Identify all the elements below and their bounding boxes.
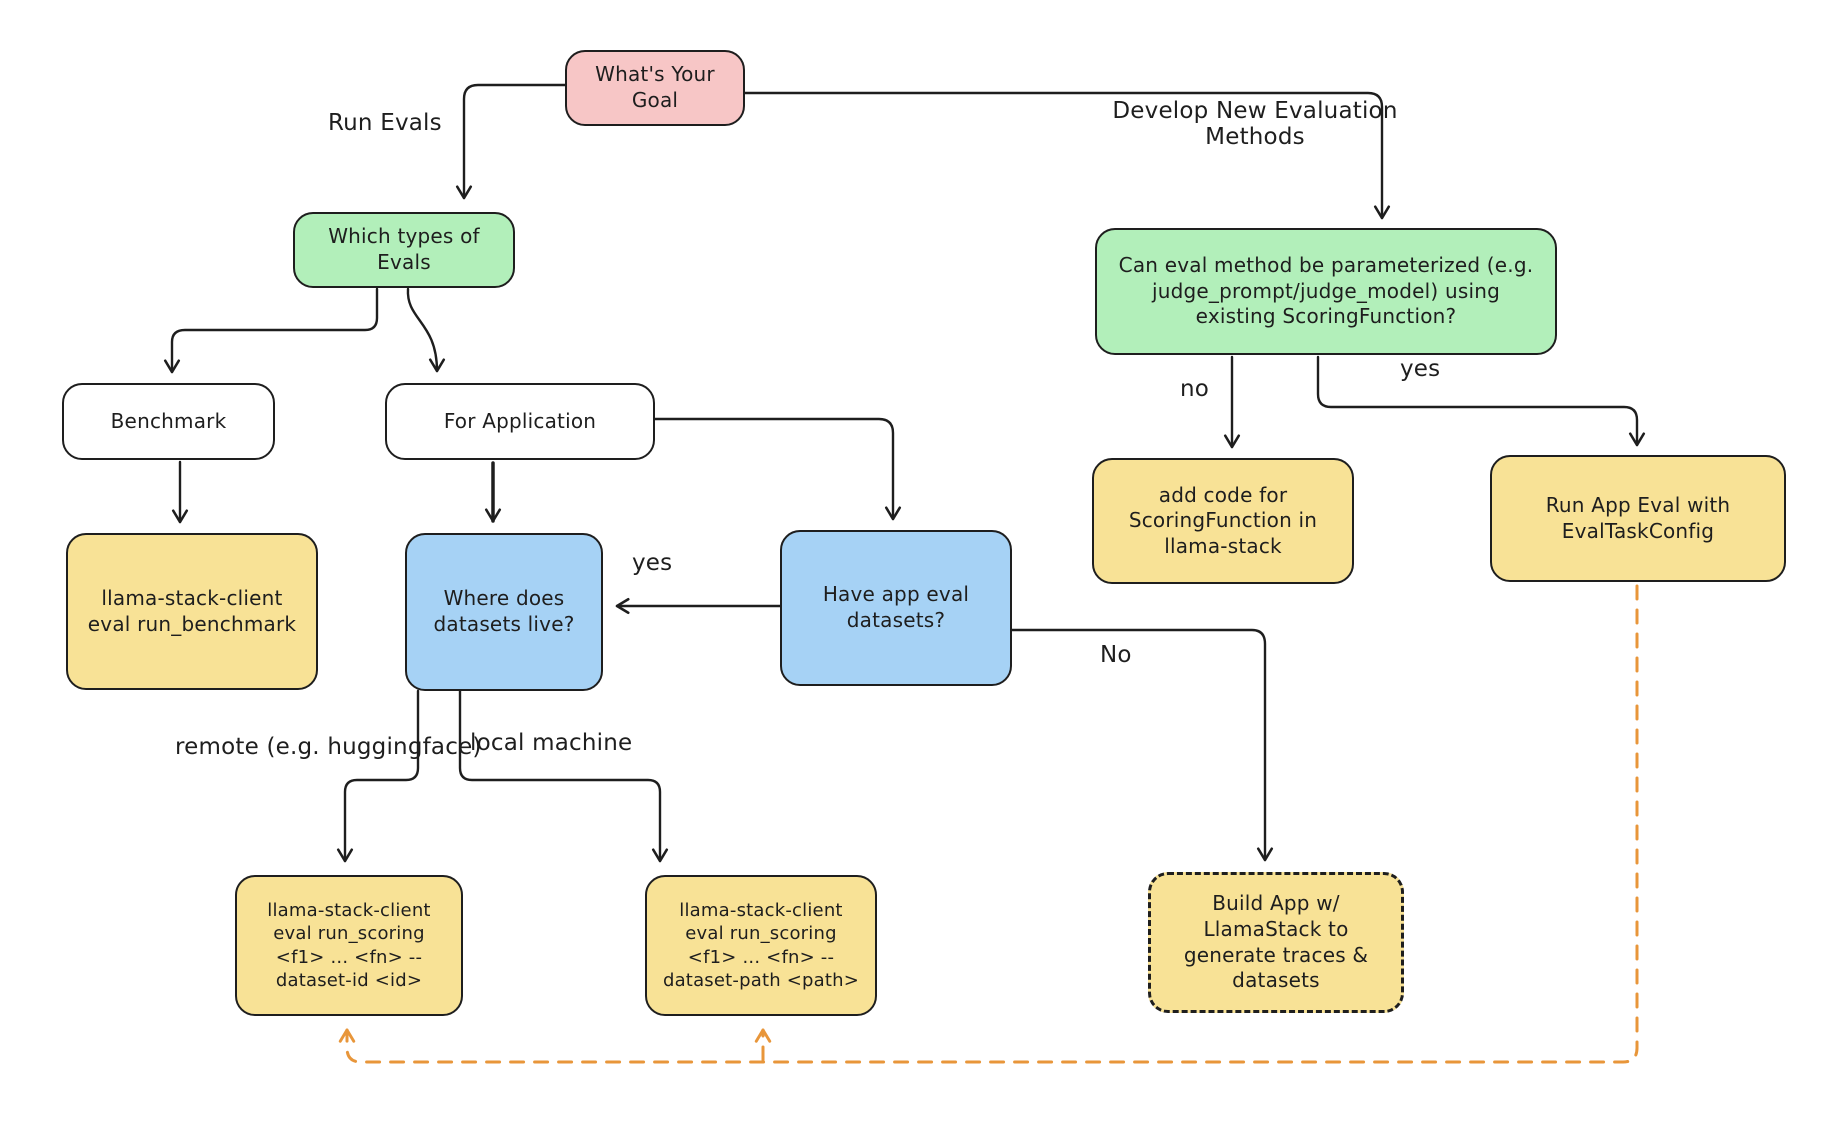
node-can-eval-method-be-parameterized: Can eval method be parameterized (e.g. judge_prompt/judge_model) using existing ScoringFunction? (1095, 228, 1557, 355)
node-where-does-datasets-live: Where does datasets live? (405, 533, 603, 691)
node-benchmark: Benchmark (62, 383, 275, 460)
edge-have-datasets-no-to-build-app (1012, 630, 1265, 860)
edge-label-develop-new-evaluation-methods: Develop New Evaluation Methods (1112, 98, 1398, 150)
edge-label-yes-right: yes (1400, 356, 1441, 382)
node-have-app-eval-datasets: Have app eval datasets? (780, 530, 1012, 686)
node-whats-your-goal: What's Your Goal (565, 50, 745, 126)
node-run-app-eval-with-evaltaskconfig: Run App Eval with EvalTaskConfig (1490, 455, 1786, 582)
edge-where-datasets-remote-to-scoring-id (345, 691, 418, 861)
node-add-code-for-scoringfunction: add code for ScoringFunction in llama-stack (1092, 458, 1354, 584)
node-which-types-of-evals: Which types of Evals (293, 212, 515, 288)
edge-label-run-evals: Run Evals (328, 110, 442, 136)
edge-which-types-to-benchmark (172, 289, 377, 372)
node-run-scoring-dataset-id-command: llama-stack-client eval run_scoring <f1> ... <fn> --dataset-id <id> (235, 875, 463, 1016)
edge-goal-to-which-types (464, 85, 565, 198)
edge-param-q-yes-to-run-app-eval (1318, 357, 1637, 445)
edge-which-types-to-for-application (408, 289, 437, 371)
edge-for-application-to-have-datasets (655, 419, 893, 519)
node-run-scoring-dataset-path-command: llama-stack-client eval run_scoring <f1> ... <fn> --dataset-path <path> (645, 875, 877, 1016)
edge-label-remote-huggingface: remote (e.g. huggingface) (175, 734, 482, 760)
node-build-app-with-llamastack: Build App w/ LlamaStack to generate traces & datasets (1148, 872, 1404, 1013)
edge-label-yes-mid: yes (632, 550, 673, 576)
edge-label-no-mid: No (1100, 642, 1132, 668)
node-for-application: For Application (385, 383, 655, 460)
edge-label-no: no (1180, 376, 1210, 402)
edge-where-datasets-local-to-scoring-path (460, 691, 660, 861)
edge-label-local-machine: local machine (470, 730, 633, 756)
node-run-benchmark-command: llama-stack-client eval run_benchmark (66, 533, 318, 690)
